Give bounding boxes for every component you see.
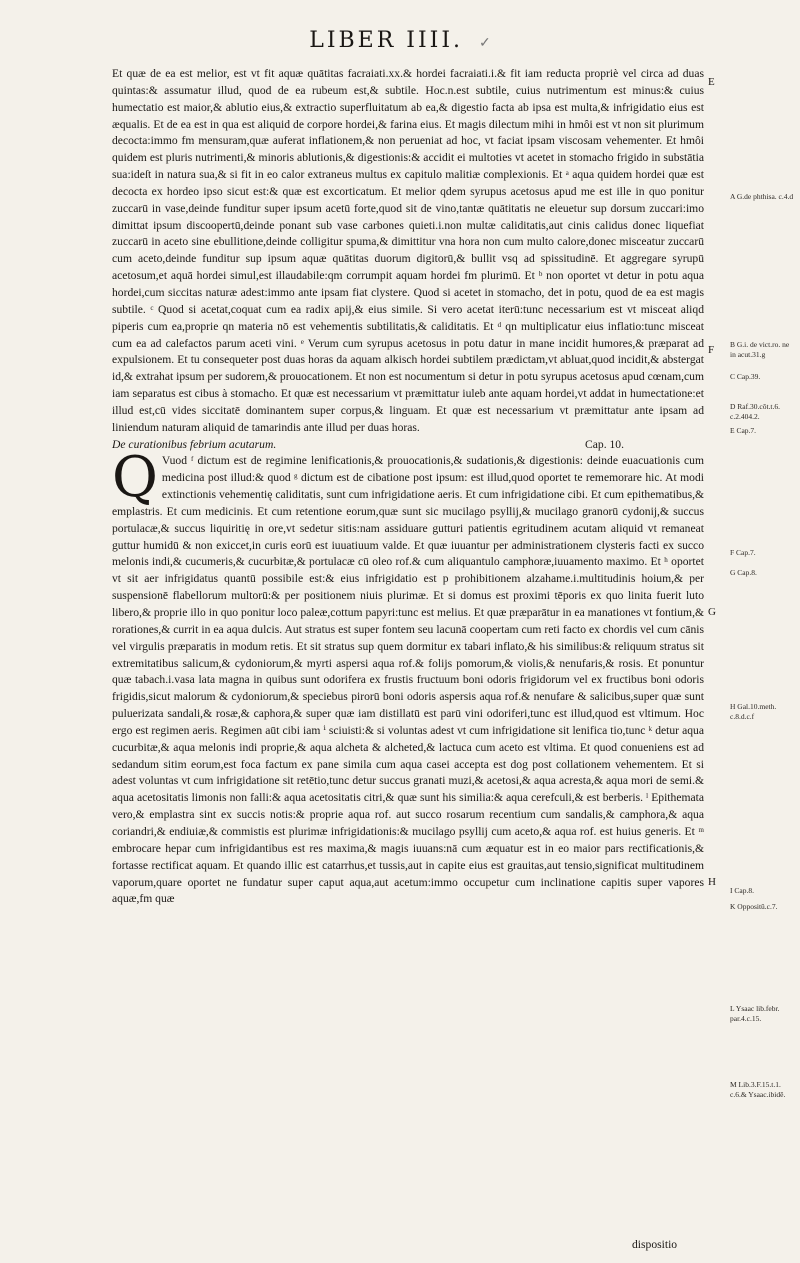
marginal-note: D Raf.30.cōt.t.6. c.2.404.2. (730, 402, 780, 421)
marginal-note: E Cap.7. (730, 426, 757, 435)
chapter-title: De curationibus febrium acutarum. (112, 437, 277, 451)
section-letter: E (708, 76, 715, 88)
marginal-note: C Cap.39. (730, 372, 761, 381)
page-title: LIBER IIII. (309, 28, 464, 53)
marginal-note: B G.i. de vict.ro. ne in acut.31.g (730, 340, 790, 359)
running-header (0, 28, 800, 53)
marginal-note: A G.de phthisa. c.4.d (730, 192, 794, 201)
section-letter: G (708, 606, 716, 618)
marginal-note: M Lib.3.F.15.t.1. c.6.& Ysaac.ibidē. (730, 1080, 786, 1099)
catchword: dispositio (632, 1238, 678, 1251)
marginal-note: G Cap.8. (730, 568, 757, 577)
marginal-note: K Oppositū.c.7. (730, 902, 778, 911)
main-text (112, 66, 704, 908)
marginal-note: F Cap.7. (730, 548, 756, 557)
chapter-number: Cap. 10. (585, 437, 624, 451)
paragraph: Et quæ de ea est melior, est vt fit aquæ quātitas facraiati.xx.& hordei facraiati.i.& fit iam reducta propriè vel circa ad duas quintas:& assumatur illud, quod de ea rubeum est,& subtile. Hoc.n.est subtile, cuius nutrimentum est minus:& cuius humectatio est maior,& ablutio eius,& extractio superfluitatum ab ea,& digestio facta ab ipsa est multa,& infrigidatio eius est æqualis. Et de ea est in qua est aliquid de corpore hordei,& farina eius. Et magis dilectum mihi in hmôi est vt non sit plurimum decocta:immo fm mensuram,quæ auferat inflationem,& non perueniat ad hoc, vt faciat ipsam viscosam vehementer. Et hmôi quidem est pluris nutrimenti,& minoris ablutionis,& digestionis:& accidit ei multoties vt acetet in stomacho frigido in substātia sua:ideſt in natura sua,& si fit in eo calor extraneus multus ex capitulo malitiæ complexionis. Et ᵃ aqua quidem hordei quæ est decocta ex hordeo ipso sicut est:& quæ est excorticatum. Et melior qdem syrupus acetosus apud me est ille in quo ponitur zuccarū in vase,deinde funditur super ipsum acetū forte,quod sit de vino,tantæ quātitatis ne eleuetur sup dorsum zuccari:imo dimittat ipsum discoopertū,deinde ponant sub vase carbones quieti.i.non multæ caliditatis,aut cinis calidus donec liquefiat zuccarū in aceto sine ebullitione,deinde colligitur spuma,& dimittitur vna hora non cum multo calore,donec misceatur zuccarū cum aceto,deinde funditur sup ipsum aquæ quātitas duorum digitorū,& bullit vsq ad spissitudinē. Et aggregare syrupū acetosum,et aquā hordei simul,est illaudabile:qm corrumpit aquam hordei fm plurimū. Et ᵇ non oportet vt detur in potu aqua hordei,cum siccitas naturæ adest:immo ante ipsam fiat clystere. Quod si acetet in stomacho, det in potu, quod de ea est magis subtile. ᶜ Quod si acetat,coquat cum ea radix apij,& eius simile. Si vero acetat iterū:tunc necessarium est vt misceat aliqd piperis cum ea,proprie qn materia nō est vehementis subtilitatis,& caliditatis. Et ᵈ qn multiplicatur eius inflatio:tunc misceat cum ea ad calefactos parum aceti vini. ᵉ Verum cum syrupus acetosus in potu datur in mane incidit humores,& præparat ad expulsionem. Et tu consequeter post duas horas da aquam alkisch hordei subtilem prædictam,vt abluat,quod incidit,& abstergat id,& extrahat ipsum per sudorem,& prouocationem. Et non est nocumentum si detur in potu syrupus acetosus apud cœnam,cum iam separatus est cibus à stomacho. Et quæ est necessarium vt præmittatur iuleb ante aquam hordei,vt addat in humectatione:et illud est,cū vides siccitatē dominantem super corpus,& linguam. Et quæ est necessarium vt præmittatur ante ipsam ad liniendum naturam aliquid de tamarindis ante illud per duas horas. (112, 67, 704, 434)
marginal-note: L Ysaac lib.febr. par.4.c.15. (730, 1004, 780, 1023)
chapter-heading (112, 437, 704, 454)
marginal-note: I Cap.8. (730, 886, 754, 895)
drop-capital: Q (112, 445, 158, 511)
paragraph-text: Vuod ᶠ dictum est de regimine lenificationis,& prouocationis,& sudationis,& digestionis: deinde euacuationis cum medicina post illud:& quod ᵍ dictum est de cibatione post ipsum: est illud,quod oportet te rememorare hic. At modi extinctionis vehementię caliditatis, sunt cum infrigidatione aeris. Et cum infrigidatione cibi. Et cum epithematibus,& emplastris. Et cum medicinis. Et cum retentione eorum,quæ sunt sic mucilago psyllij,& mucilago granorū cydonij,& succus portulacæ,& succus liquiritię in ore,vt sedetur sitis:nam assiduare gutturi patientis egritudinem acutam aliquid vt remaneat guttur humidū & non exiccet,in curis eorū est iuuatiuum valde. Et quæ iuuantur per administrationem clysteris facti ex succo melonis indi,& cucumeris,& cucurbitæ,& portulacæ cū oleo rof.& cum aliquantulo camphoræ,iuuamento maximo. Et ʰ oportet vt sit aer infrigidatus quantū possibile est:& eius infrigidatio est p prohibitionem alzahame.i.multitudinis hoium,& per suspensionē flabellorum multorū:& per positionem niuis plurimæ. Et si domus est proximi tēporis ex quo linita fuerit luto libero,& proprie illo in quo ponitur loco paleæ,cottum papyri:tunc est melius. Et quæ præparātur in ea manationes vt fontium,& rorationes,& currit in ea aqua dulcis. Aut stratus est super fontem seu lacunā coopertam cum reti facto ex chordis vel cum cānis vel virgulis præparatis in modum retis. Et sit stratus sup quem dormitur ex tabari inflato,& his similibus:& reliquum stratus sit extremitatibus salicum,& cydoniorum,& myrti aspersi aqua rof.& folijs pomorum,& violis,& nenufaris,& rosis. Et ponuntur quæ tabach.i.vasa lata magna in quibus sunt odorifera ex frustis fructuum boni odoris frigidorum vel ex fructibus boni odoris frigidis,sicut malorum & cydoniorum,& speciebus pirorū boni odoris aspersis aqua rof.& nenufare & salicibus,super quæ sunt puluerizata sandali,& rosæ,& caphora,& super quæ iam distillatū est parū vini odoriferi,tunc est illud,quod est vltimum. Hoc ergo est regimen aeris. Regimen aūt cibi iam ⁱ sciuisti:& si voluntas adest vt cum infrigidatione sit lenifica tio,tunc ᵏ detur aqua cucurbitæ,& aqua melonis indi proprie,& aqua alcheta & alcheted,& lactuca cum aceto est vltima. Et quod conueniens est ad sedandum sitim eorum,est foca factum ex pane simila cum aqua casei accepta est dog post collationem vehementem. Et si adest voluntas vt cum infrigidatione sit retētio,tunc detur succus granati muzi,& acetosi,& aqua acresta,& aqua mori de semi.& aqua acetositatis limonis non falli:& aqua acetositatis citri,& quæ sunt his similia:& aqua cerefculi,& est berberis. ˡ Epithemata vero,& emplastra sint ex succis notis:& proprie aqua rof. aut succo rosarum recentium cum sandalis,& camphora,& aqua coriandri,& endiuiæ,& commistis est plurimæ infrigidationis:& mucilago psyllij cum aceto,& aqua rof. est huius generis. Et ᵐ embrocare hepar cum infrigidantibus est res maxima,& magis iuuans:nā cum æquatur est in eo maior pars rectificationis,& fortasse rectificat aquam. Et quando illic est catarrhus,et tussis,aut in capite eius est grauitas,aut tensio,significat multitudinem vaporum,quare oportet ne fundatur super caput aqua,aut acetum:immo occupetur cum inclinatione capitis super vapores aquæ,fm quæ (112, 454, 704, 906)
paragraph (112, 445, 704, 908)
marginal-note: H Gal.10.meth. c.8.d.c.f (730, 702, 777, 721)
section-letter: F (708, 344, 715, 356)
check-mark: ✓ (479, 35, 491, 51)
section-letter: H (708, 876, 716, 888)
